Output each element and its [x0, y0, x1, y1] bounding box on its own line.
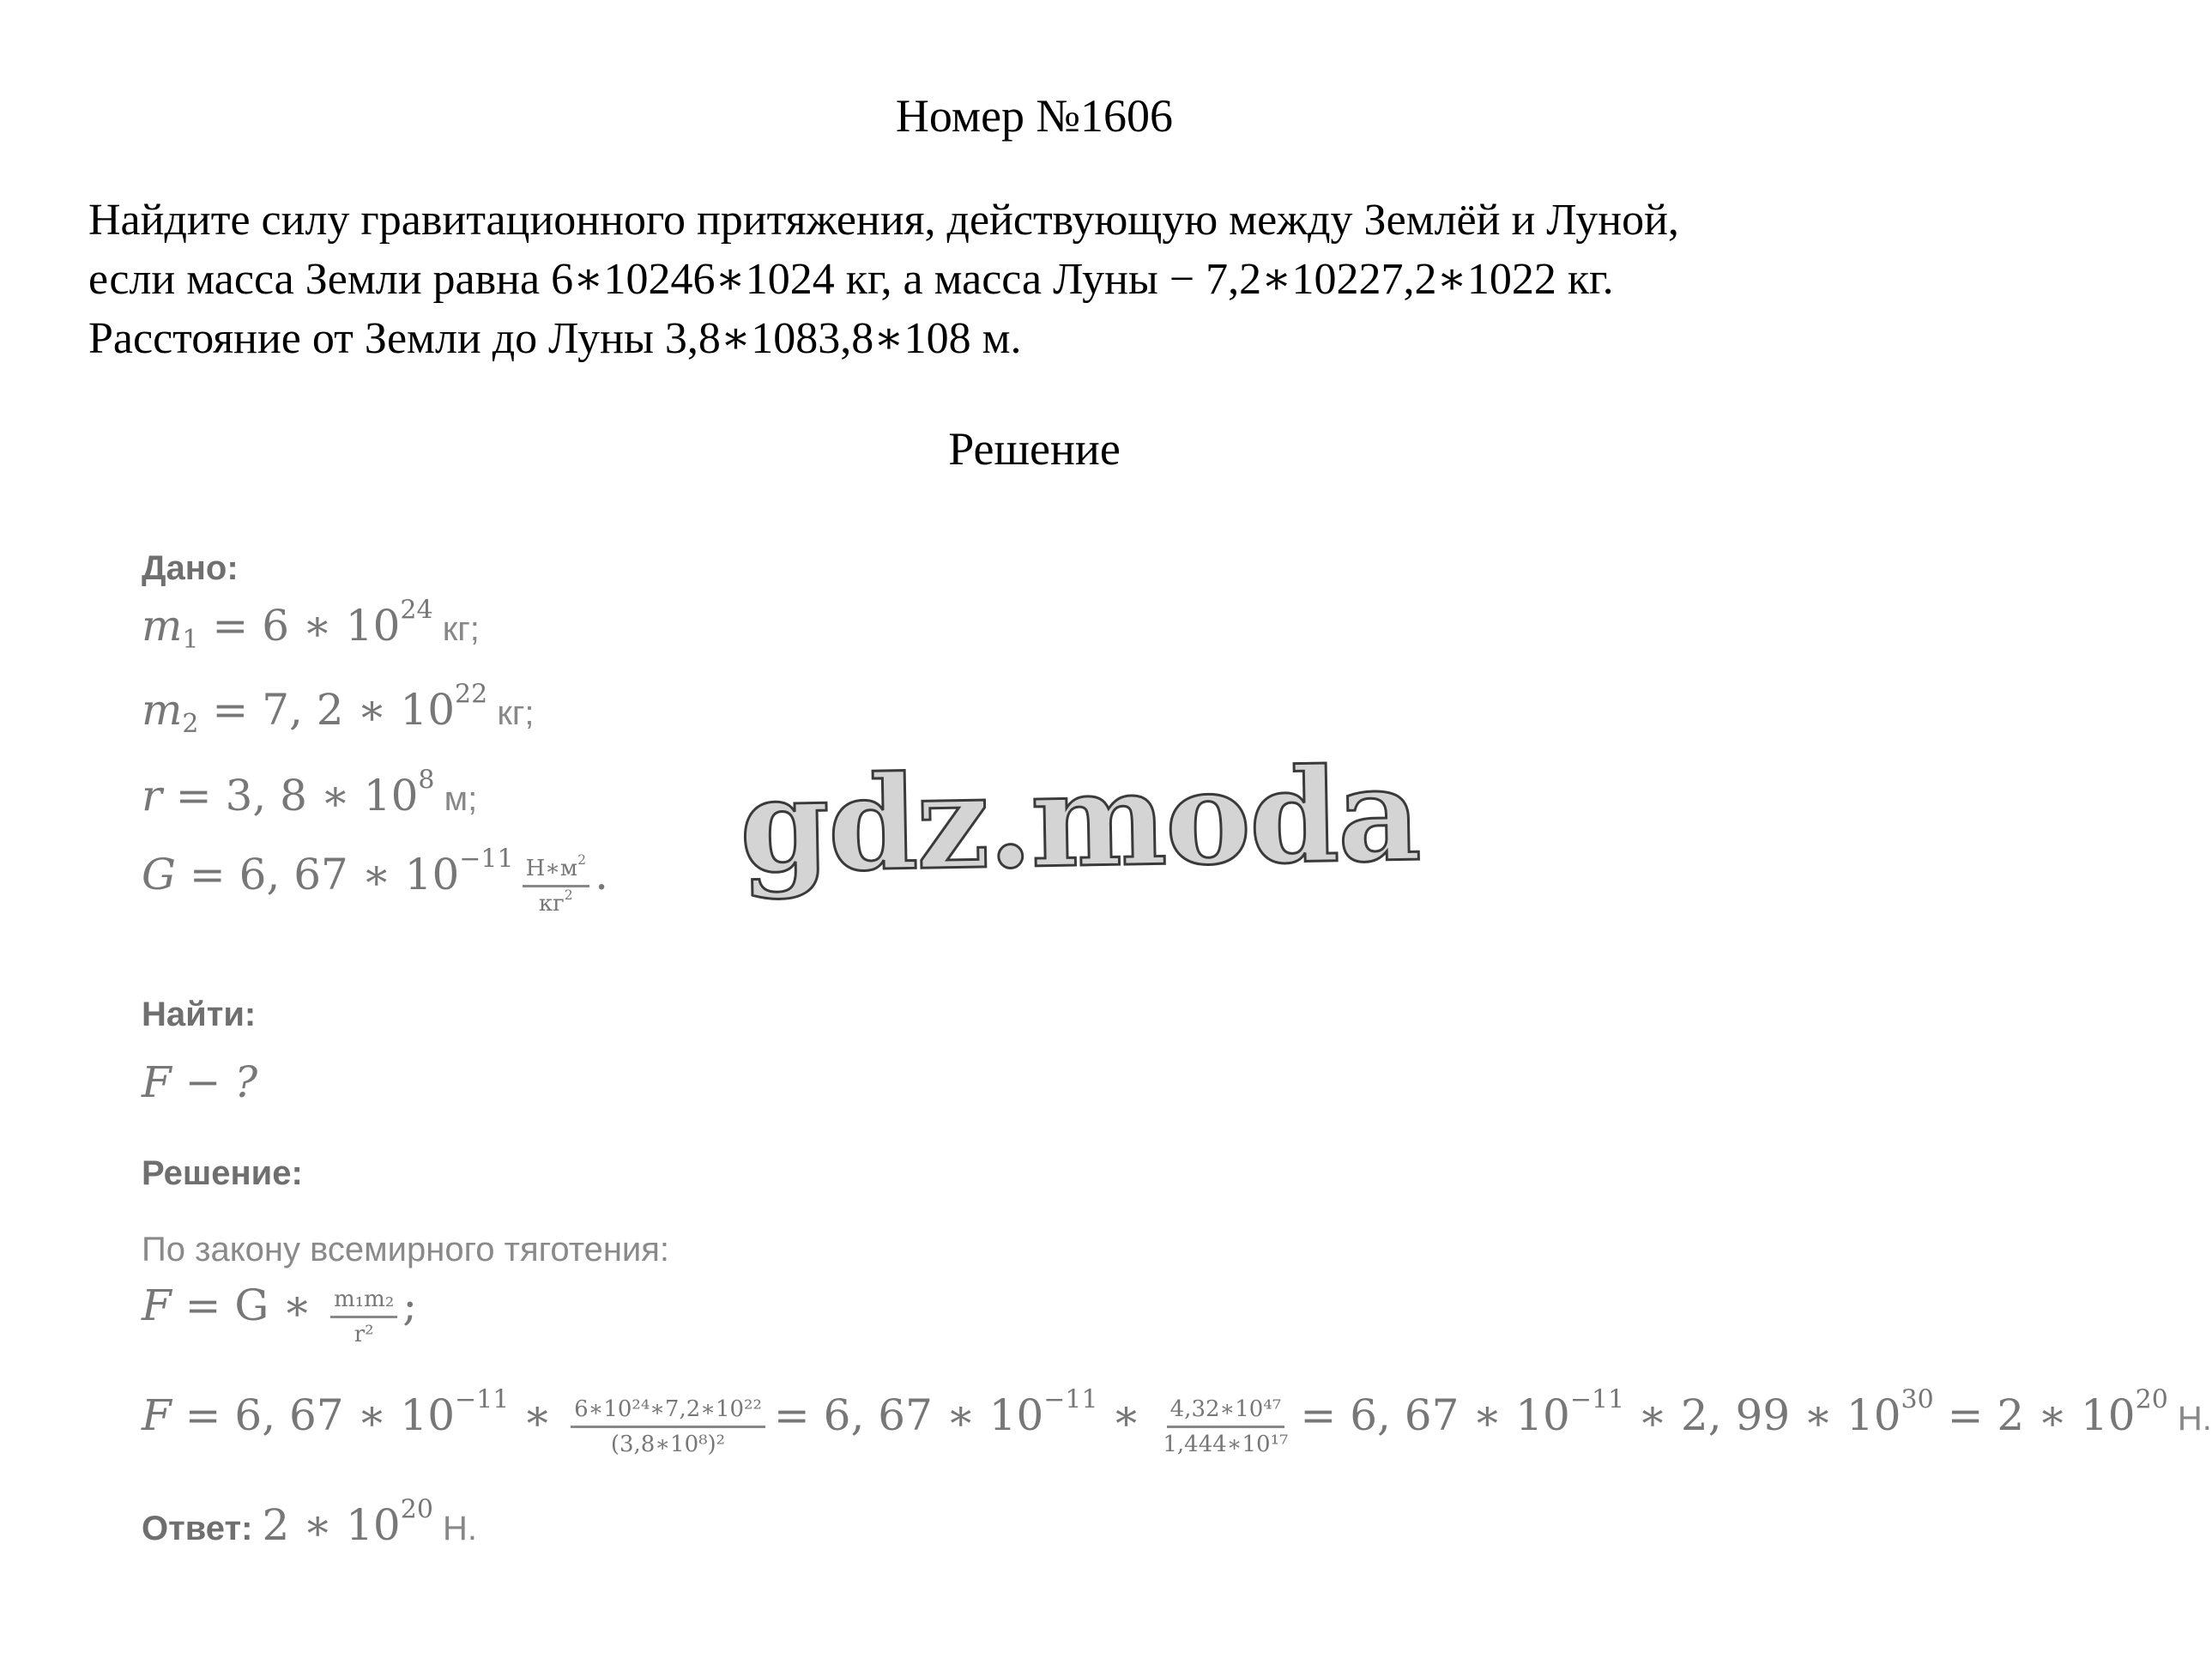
solution-heading: Решение: [948, 423, 1121, 475]
given-r: r = 3, 8 ∗ $10^8$ м;: [142, 765, 478, 820]
given-G: G = 6, 67 ∗ $10^{-11}$ $\frac{Н∗м^2}{кг^2}$ .: [142, 844, 608, 917]
gravity-formula: F = G ∗ $\frac{\text{m₁m₂}}{\text{r²}}$ ;: [142, 1280, 418, 1347]
problem-line-2: если масса Земли равна 6∗10246∗1024 кг, а масса Луны − 7,2∗10227,2∗1022 кг.: [88, 255, 1614, 304]
formula-fraction: $\frac{\text{m₁m₂}}{\text{r²}}$: [330, 1287, 397, 1347]
answer-line: Ответ: 2 ∗ $10^{20}$ Н.: [142, 1494, 478, 1550]
find-label: Найти:: [142, 996, 257, 1033]
watermark-logo: gdz.moda: [738, 739, 1421, 902]
problem-statement: [88, 191, 2010, 368]
solve-label: Решение:: [142, 1154, 303, 1192]
G-units-fraction: $\frac{Н∗м^2}{кг^2}$: [523, 856, 590, 917]
calc-fraction-2: $\frac{\text{4,32∗10⁴⁷}}{\text{1,444∗10¹⁷}}$: [1163, 1396, 1289, 1457]
problem-line-1: Найдите силу гравитационного притяжения, действующую между Землёй и Луной,: [88, 196, 1679, 245]
calc-fraction-1: $\frac{\text{6∗10²⁴∗7,2∗10²²}}{\text{(3,8∗10⁸)²}}$: [571, 1396, 765, 1457]
find-value: F − ?: [142, 1057, 258, 1107]
given-label: Дано:: [142, 549, 239, 587]
page-title: Номер №1606: [895, 90, 1174, 142]
calculation-line: F = 6, 67 ∗ $10^{-11}$ ∗ $\frac{\text{6∗10²⁴∗7,2∗10²²}}{\text{(3,8∗10⁸)²}}$ = 6, 67 ∗ $10^{-11}$ ∗ $\frac{\text{4,32∗10⁴⁷}}{\text{1,444∗10¹⁷}}$ = 6, 67 ∗ $10^{-11}$ ∗ 2, 99 ∗ $10^{30} = 2$ ∗ $10^{20}$ Н.: [142, 1384, 2212, 1457]
given-m1: $m_1 = 6$ ∗ $10^{24}$ кг;: [142, 595, 480, 655]
given-m2: $m_2 = 7$, 2 ∗ $10^{22}$ кг;: [142, 679, 535, 739]
law-text: По закону всемирного тяготения:: [142, 1231, 670, 1268]
problem-line-3: Расстояние от Земли до Луны 3,8∗1083,8∗108 м.: [88, 314, 1022, 363]
